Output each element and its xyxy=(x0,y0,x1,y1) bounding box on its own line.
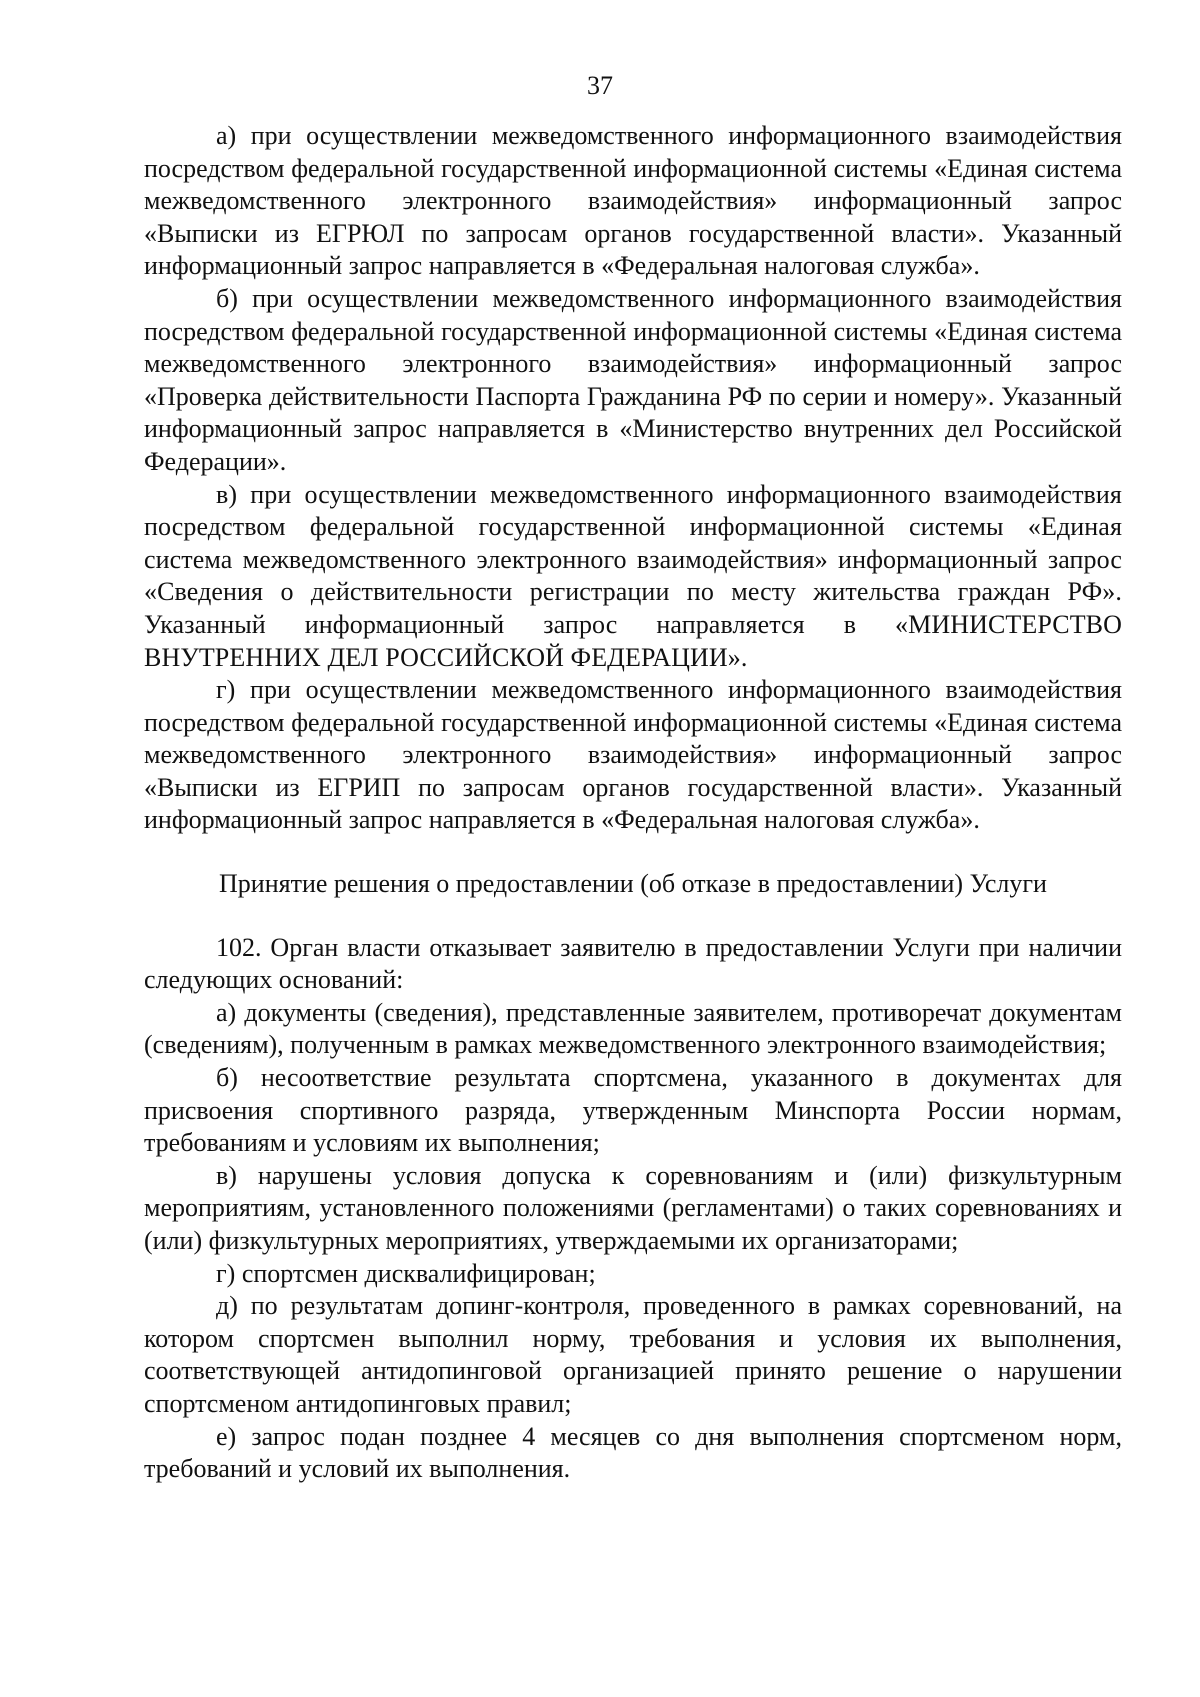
paragraph-g-egrip-request: г) при осуществлении межведомственного информационного взаимодействия посредством федеральной государственной информационной системы «Единая система межведомственного электронного взаимодействия» информационный запрос «Выписки из ЕГРИП по запросам органов государственной власти». Указанный информационный запрос направляется в «Федеральная налоговая служба». xyxy=(144,675,1122,835)
spacer xyxy=(144,901,1122,932)
refusal-ground-b: б) несоответствие результата спортсмена, указанного в документах для присвоения спортивного разряда, утвержденным Минспорта России нормам, требованиям и условиям их выполнения; xyxy=(144,1063,1122,1158)
paragraph-v-registration-request: в) при осуществлении межведомственного информационного взаимодействия посредством федеральной государственной информационной системы «Единая система межведомственного электронного взаимодействия» информационный запрос «Сведения о действительности регистрации по месту жительства граждан РФ». Указанный информационный запрос направляется в «МИНИСТЕРСТВО ВНУТРЕННИХ ДЕЛ РОССИЙСКОЙ ФЕДЕРАЦИИ». xyxy=(144,479,1122,672)
paragraph-b-passport-request: б) при осуществлении межведомственного информационного взаимодействия посредством федеральной государственной информационной системы «Единая система межведомственного электронного взаимодействия» информационный запрос «Проверка действительности Паспорта Гражданина РФ по серии и номеру». Указанный информационный запрос направляется в «Министерство внутренних дел Российской Федерации». xyxy=(144,283,1122,476)
page-number: 37 xyxy=(587,71,613,100)
refusal-ground-v: в) нарушены условия допуска к соревнованиям и (или) физкультурным мероприятиям, установленного положениями (регламентами) о таких соревнованиях и (или) физкультурных мероприятиях, утверждаемыми их организаторами; xyxy=(144,1160,1122,1255)
spacer xyxy=(144,837,1122,868)
refusal-ground-a: а) документы (сведения), представленные заявителем, противоречат документам (сведениям), полученным в рамках межведомственного электронного взаимодействия; xyxy=(144,997,1122,1060)
paragraph-102: 102. Орган власти отказывает заявителю в предоставлении Услуги при наличии следующих оснований: xyxy=(144,932,1122,995)
paragraph-a-egrul-request: а) при осуществлении межведомственного информационного взаимодействия посредством федеральной государственной информационной системы «Единая система межведомственного электронного взаимодействия» информационный запрос «Выписки из ЕГРЮЛ по запросам органов государственной власти». Указанный информационный запрос направляется в «Федеральная налоговая служба». xyxy=(144,121,1122,281)
refusal-ground-g: г) спортсмен дисквалифицирован; xyxy=(216,1258,596,1288)
refusal-ground-e: е) запрос подан позднее 4 месяцев со дня выполнения спортсменом норм, требований и условий их выполнения. xyxy=(144,1421,1122,1484)
document-body xyxy=(144,120,1122,1486)
refusal-ground-d: д) по результатам допинг-контроля, проведенного в рамках соревнований, на котором спортсмен выполнил норму, требования и условия их выполнения, соответствующей антидопинговой организацией принято решение о нарушении спортсменом антидопинговых правил; xyxy=(144,1291,1122,1418)
section-heading: Принятие решения о предоставлении (об отказе в предоставлении) Услуги xyxy=(219,869,1047,899)
